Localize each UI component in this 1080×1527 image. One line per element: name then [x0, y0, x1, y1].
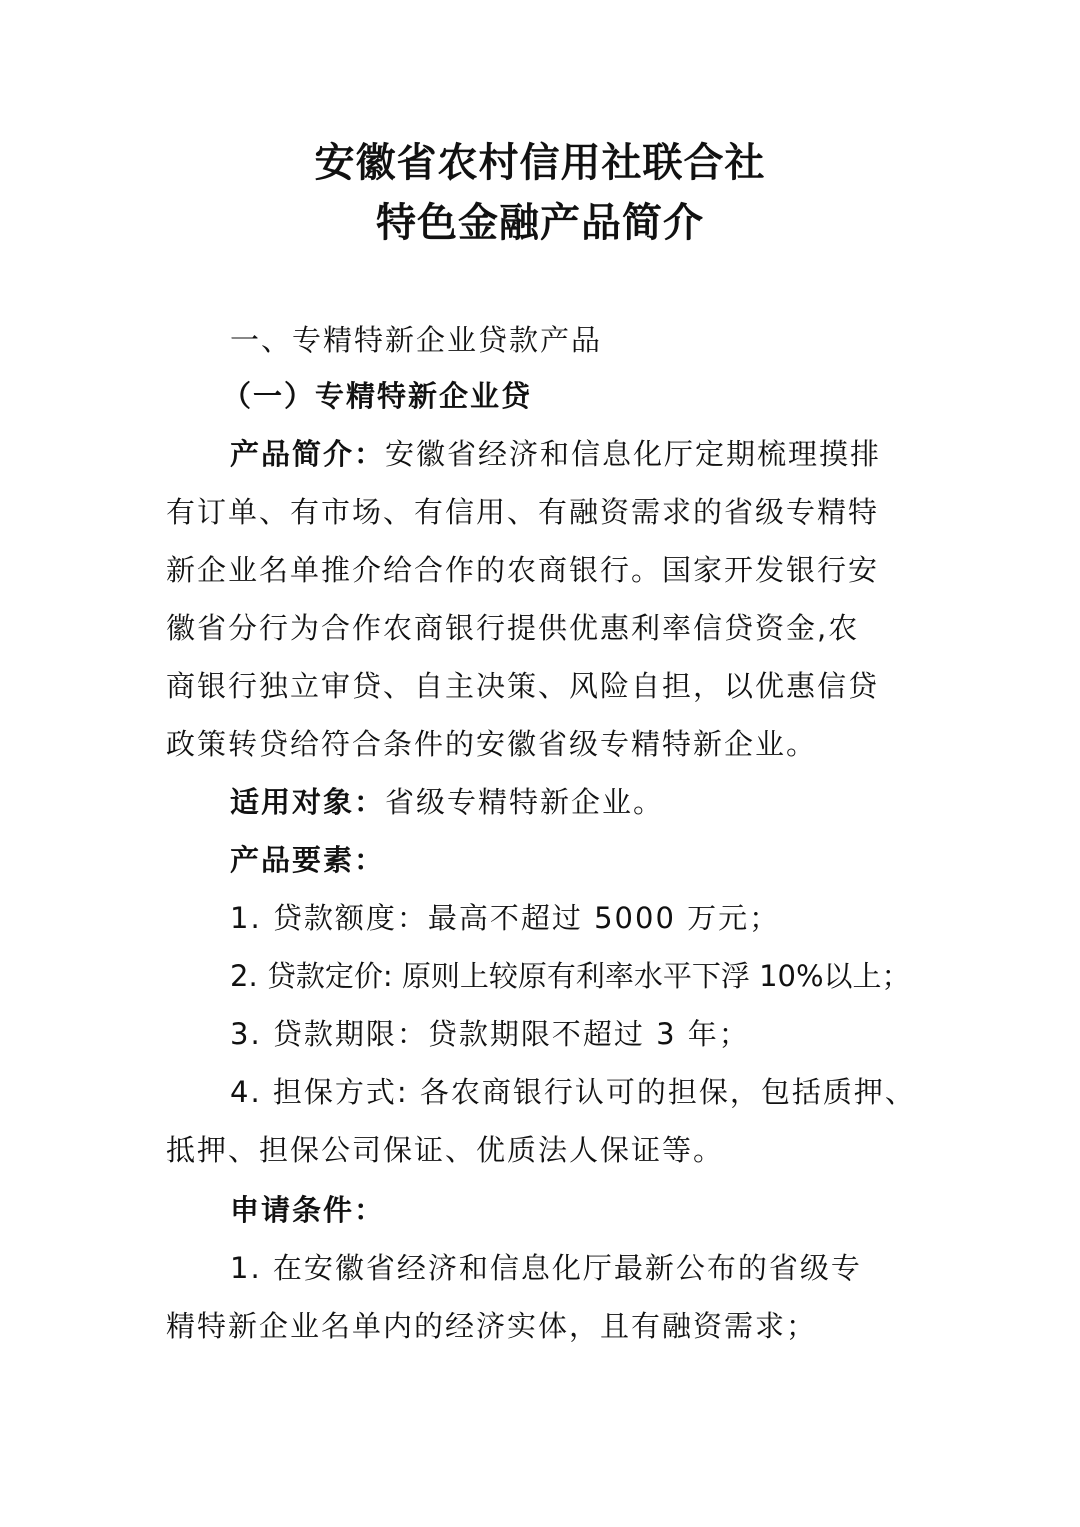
conditions-label: 申请条件： [230, 1193, 386, 1227]
document-title-line1: 安徽省农村信用社联合社 [314, 139, 766, 186]
target-label: 适用对象： [230, 785, 386, 819]
element-item: 3. 贷款期限：贷款期限不超过 3 年； [230, 1017, 750, 1051]
section-heading: 一、专精特新企业贷款产品 [230, 323, 603, 357]
intro-label: 产品简介： [230, 437, 386, 471]
intro-paragraph-line: 徽省分行为合作农商银行提供优惠利率信贷资金,农 [166, 611, 860, 645]
intro-text: 安徽省经济和信息化厅定期梳理摸排 [385, 437, 882, 471]
intro-paragraph-line: 商银行独立审贷、自主决策、风险自担，以优惠信贷 [166, 669, 880, 703]
elements-label: 产品要素： [230, 843, 386, 877]
intro-paragraph-line [230, 437, 990, 471]
element-item: 1. 贷款额度：最高不超过 5000 万元； [230, 901, 781, 935]
intro-paragraph-line: 新企业名单推介给合作的农商银行。国家开发银行安 [166, 553, 880, 587]
intro-paragraph-line: 有订单、有市场、有信用、有融资需求的省级专精特 [166, 495, 880, 529]
condition-item-continuation: 精特新企业名单内的经济实体，且有融资需求； [166, 1309, 818, 1343]
target-value: 省级专精特新企业。 [385, 785, 665, 819]
subsection-heading: （一）专精特新企业贷 [222, 379, 533, 413]
element-item-continuation: 抵押、担保公司保证、优质法人保证等。 [166, 1133, 725, 1167]
intro-paragraph-line: 政策转贷给符合条件的安徽省级专精特新企业。 [166, 727, 818, 761]
element-item: 2. 贷款定价: 原则上较原有利率水平下浮 10%以上； [230, 959, 911, 993]
document-title-line2: 特色金融产品简介 [376, 199, 704, 246]
target-line [230, 785, 990, 819]
element-item: 4. 担保方式: 各农商银行认可的担保，包括质押、 [230, 1075, 916, 1109]
condition-item: 1. 在安徽省经济和信息化厅最新公布的省级专 [230, 1251, 862, 1285]
